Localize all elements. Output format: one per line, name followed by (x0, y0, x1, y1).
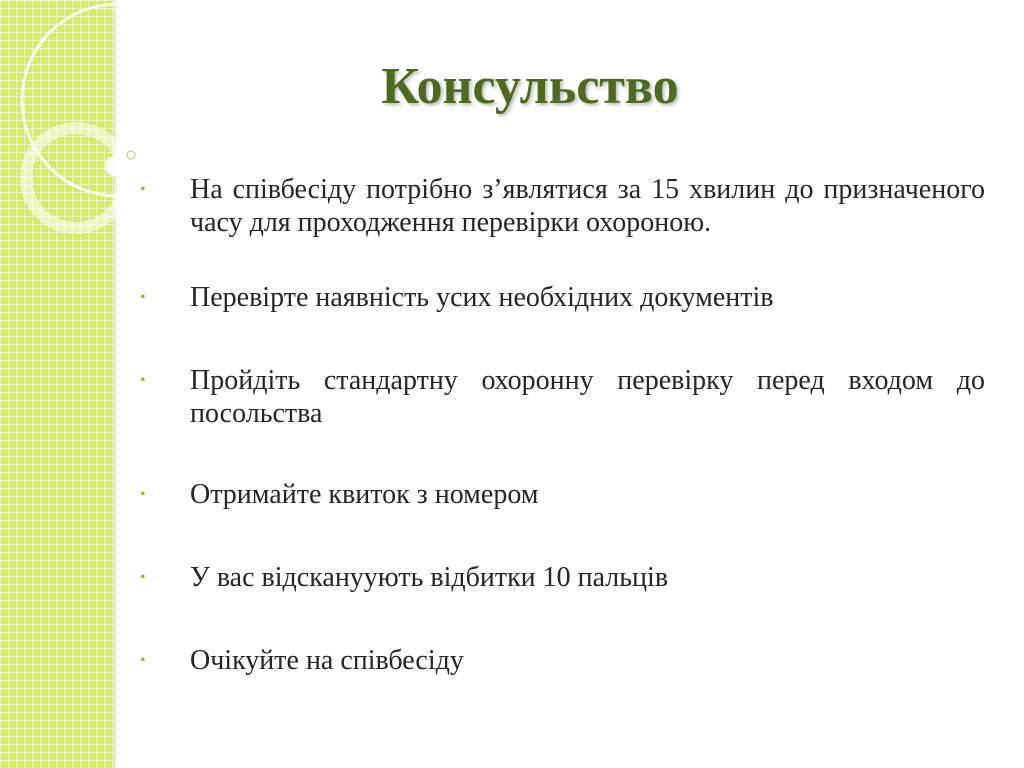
slide-title: Консульство (381, 58, 679, 115)
bullet-item (140, 561, 985, 594)
bullet-item (140, 281, 985, 314)
bullet-icon: • (140, 289, 146, 306)
bullet-item (140, 173, 985, 239)
bullet-text: Отримайте квиток з номером (190, 479, 539, 510)
bullet-item (140, 364, 985, 430)
bullet-icon: • (140, 181, 146, 198)
bullet-text: Перевірте наявність усих необхідних документів (190, 282, 774, 313)
bullet-icon: • (140, 569, 146, 586)
bullet-text: Очікуйте на співбесіду (190, 645, 464, 676)
bullet-icon: • (140, 486, 146, 503)
bullet-text: У вас відскануують відбитки 10 пальців (190, 562, 669, 593)
bullet-text: Пройдіть стандартну охоронну перевірку перед входом до посольства (190, 365, 985, 429)
bullet-item (140, 478, 985, 511)
bullet-icon: • (140, 372, 146, 389)
bullet-item (140, 644, 985, 677)
bullet-text: На співбесіду потрібно з’являтися за 15 хвилин до призначеного часу для проходження перевірки охороною. (190, 174, 985, 238)
bullet-icon: • (140, 652, 146, 669)
